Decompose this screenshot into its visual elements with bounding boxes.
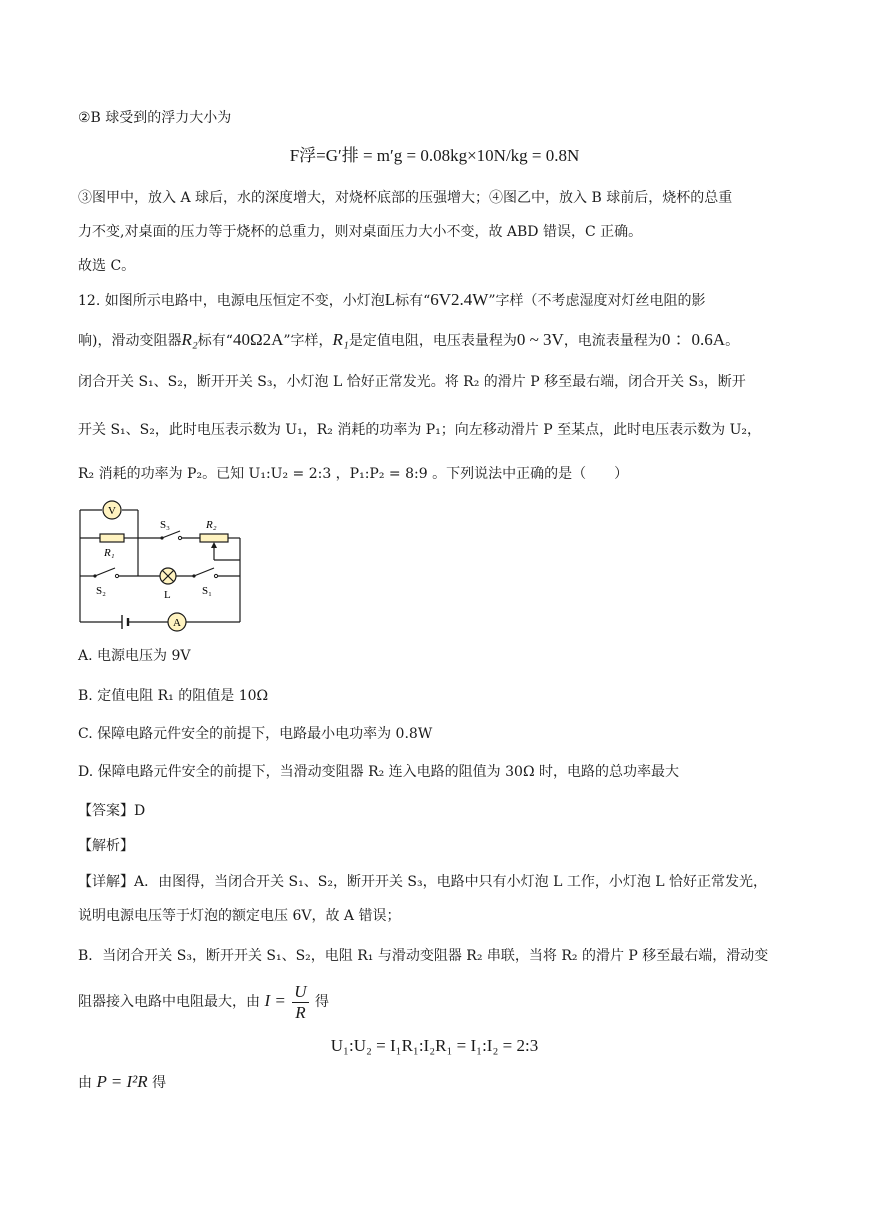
question-12-line-4: 开关 S₁、S₂，此时电压表示数为 U₁，R₂ 消耗的功率为 P₁；向左移动滑片 P 至某点，此时电压表示数为 U₂， [78,422,761,438]
analysis-heading: 【解析】 [78,838,134,854]
fraction-u-over-r: $\frac{U}{R}$ [294,981,307,1022]
text-line: B．当闭合开关 S₃，断开开关 S₁、S₂，电阻 R₁ 与滑动变阻器 R₂ 串联，当将 R₂ 的滑片 P 移至最右端，滑动变 [78,948,769,964]
circuit-diagram [70,498,250,636]
equation-buoyancy: F浮=G′排 = m′g = 0.08kg×10N/kg = 0.8N [289,146,580,165]
text-line: 力不变,对桌面的压力等于烧杯的总重力，则对桌面压力大小不变，故 ABD 错误，C 正确。 [78,224,643,240]
text-line: 故选 C。 [78,258,136,274]
s3-label: S₃ [160,519,170,531]
question-12-line-2: 响)，滑动变阻器R₂标有“40Ω2A”字样，R₁是定值电阻，电压表量程为0 ~ 3V，电流表量程为0 ：0.6A。 [78,330,740,349]
text-line: 说明电源电压等于灯泡的额定电压 6V，故 A 错误； [78,908,401,924]
s2-label: S₂ [96,585,106,597]
option-a: A. 电源电压为 9V [78,648,191,664]
text-line: 【详解】A．由图得，当闭合开关 S₁、S₂，断开开关 S₃，电路中只有小灯泡 L 工作，小灯泡 L 恰好正常发光， [78,874,768,890]
equation-ratio: U₁:U₂ = I₁R₁:I₂R₁ = I₁:I₂ = 2:3 [330,1036,539,1055]
option-d: D. 保障电路元件安全的前提下，当滑动变阻器 R₂ 连入电路的阻值为 30Ω 时，电路的总功率最大 [78,764,679,780]
ammeter-label: A [173,617,181,629]
option-b: B. 定值电阻 R₁ 的阻值是 10Ω [78,688,269,704]
lamp-label: L [164,589,171,601]
voltmeter-label: V [108,505,116,517]
text-line-ohm: 阻器接入电路中电阻最大，由 I = $\frac{U}{R}$ 得 [78,981,330,1022]
rheostat-r2-icon [200,534,228,542]
question-12-line-1: 12. 如图所示电路中，电源电压恒定不变，小灯泡L标有“6V2.4W”字样（不考虑湿度对灯丝电阻的影 [78,290,706,309]
question-number: 12. [78,293,101,309]
s1-label: S₁ [202,585,212,597]
option-c: C. 保障电路元件安全的前提下，电路最小电功率为 0.8W [78,726,433,742]
text-line-power: 由 P = I²R 得 [78,1072,167,1091]
text-line: ②B 球受到的浮力大小为 [78,110,232,126]
question-12-line-5: R₂ 消耗的功率为 P₂。已知 U₁:U₂ = 2:3 ，P₁:P₂ = 8:9 。下列说法中正确的是（ ） [78,466,629,482]
r1-label: R₁ [104,547,115,559]
r2-label: R₂ [206,519,217,531]
resistor-r1-icon [100,534,124,542]
text-line: ③图甲中，放入 A 球后，水的深度增大，对烧杯底部的压强增大；④图乙中，放入 B 球前后，烧杯的总重 [78,190,733,206]
answer: 【答案】D [78,803,146,819]
question-12-line-3: 闭合开关 S₁、S₂，断开开关 S₃，小灯泡 L 恰好正常发光。将 R₂ 的滑片 P 移至最右端，闭合开关 S₃，断开 [78,374,746,390]
